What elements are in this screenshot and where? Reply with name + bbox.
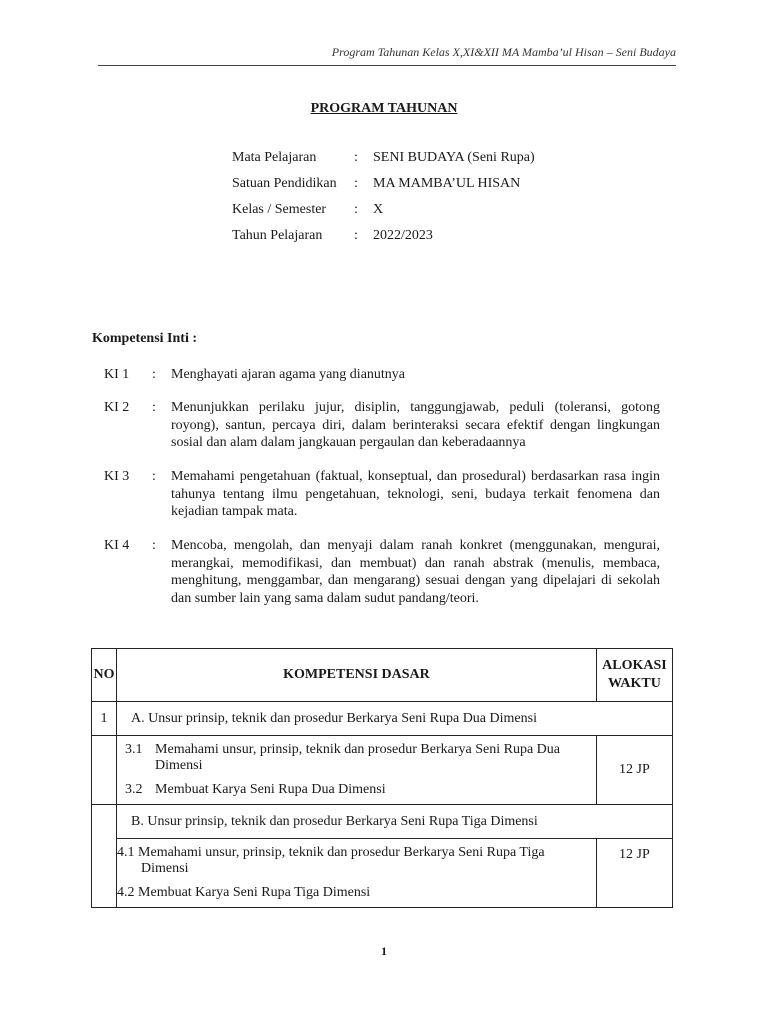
ki-code: KI 1 <box>104 367 130 382</box>
alokasi-b: 12 JP <box>596 839 672 908</box>
alokasi-a: 12 JP <box>596 736 672 805</box>
section-b-items <box>117 839 597 908</box>
header-alokasi-line2: WAKTU <box>607 676 661 691</box>
section-b-title: B. Unsur prinsip, teknik dan prosedur Berkarya Seni Rupa Tiga Dimensi <box>117 805 673 839</box>
page-number: 1 <box>381 944 387 958</box>
identity-row <box>232 176 535 202</box>
ki-text: Mencoba, mengolah, dan menyaji dalam ranah konkret (menggunakan, mengurai, merangkai, memodifikasi, dan membuat) dan ranah abstrak (menulis, membaca, menghitung, menggambar, dan mengarang) sesuai dengan yang dipelajari di sekolah dan sumber lain yang sama dalam sudut pandang/teori. <box>171 538 660 606</box>
identity-colon: : <box>354 228 358 243</box>
ki-text: Memahami pengetahuan (faktual, konseptual, dan prosedural) berdasarkan rasa ingin tahunya tentang ilmu pengetahuan, teknologi, seni, budaya terkait fenomena dan kejadian tampak mata. <box>171 469 660 519</box>
row-number: 1 <box>92 702 117 736</box>
identity-row <box>232 228 535 254</box>
header-kompetensi-dasar: KOMPETENSI DASAR <box>117 649 597 702</box>
kd-item-number: 3.1 <box>125 742 143 757</box>
kd-item <box>125 742 588 774</box>
identity-block <box>232 150 535 254</box>
ki-colon: : <box>152 469 156 484</box>
running-header: Program Tahunan Kelas X,XI&XII MA Mamba’ul Hisan – Seni Budaya <box>331 45 676 59</box>
identity-colon: : <box>354 150 358 165</box>
table-row <box>92 805 673 839</box>
kd-item-number: 3.2 <box>125 782 143 797</box>
document-title: PROGRAM TAHUNAN <box>310 101 458 116</box>
identity-colon: : <box>354 202 358 217</box>
ki-code: KI 4 <box>104 538 130 553</box>
ki-item-1 <box>104 366 660 384</box>
identity-label: Satuan Pendidikan <box>232 176 337 191</box>
empty-cell <box>92 805 117 908</box>
identity-row <box>232 202 535 228</box>
identity-label: Mata Pelajaran <box>232 150 317 165</box>
identity-value: MA MAMBA’UL HISAN <box>373 176 521 191</box>
header-no: NO <box>92 649 117 702</box>
ki-colon: : <box>152 400 156 415</box>
empty-cell <box>92 736 117 805</box>
ki-text: Menunjukkan perilaku jujur, disiplin, tanggungjawab, peduli (toleransi, gotong royong), santun, percaya diri, dalam berinteraksi secara efektif dengan lingkungan sosial dan alam dalam jangkauan pergaulan dan keberadaannya <box>171 400 660 450</box>
identity-value: SENI BUDAYA (Seni Rupa) <box>373 150 535 165</box>
table-row <box>92 702 673 736</box>
kd-item <box>125 782 588 798</box>
ki-heading: Kompetensi Inti : <box>92 331 197 346</box>
ki-colon: : <box>152 538 156 553</box>
ki-item-3 <box>104 468 660 521</box>
identity-label: Kelas / Semester <box>232 202 327 217</box>
ki-code: KI 2 <box>104 400 130 415</box>
ki-code: KI 3 <box>104 469 130 484</box>
ki-text: Menghayati ajaran agama yang dianutnya <box>171 367 406 382</box>
table-row <box>92 839 673 908</box>
table-header-row <box>92 649 673 702</box>
kompetensi-dasar-table <box>91 648 673 908</box>
ki-item-4 <box>104 537 660 607</box>
kd-item: 4.2 Membuat Karya Seni Rupa Tiga Dimensi <box>117 885 371 900</box>
identity-colon: : <box>354 176 358 191</box>
kd-item-text: Memahami unsur, prinsip, teknik dan prosedur Berkarya Seni Rupa Dua Dimensi <box>155 742 560 773</box>
identity-label: Tahun Pelajaran <box>232 228 323 243</box>
table-row <box>92 736 673 805</box>
section-a-title: A. Unsur prinsip, teknik dan prosedur Berkarya Seni Rupa Dua Dimensi <box>117 702 673 736</box>
kd-item: 4.1 Memahami unsur, prinsip, teknik dan prosedur Berkarya Seni Rupa Tiga Dimensi <box>117 845 545 876</box>
header-alokasi-line1: ALOKASI <box>602 658 667 673</box>
ki-item-2 <box>104 399 660 452</box>
header-alokasi-waktu <box>596 649 672 702</box>
header-divider <box>98 65 676 66</box>
section-a-items <box>117 736 597 805</box>
ki-colon: : <box>152 367 156 382</box>
identity-row <box>232 150 535 176</box>
identity-value: X <box>373 202 384 217</box>
identity-value: 2022/2023 <box>373 228 433 243</box>
kd-item-text: Membuat Karya Seni Rupa Dua Dimensi <box>155 782 386 797</box>
